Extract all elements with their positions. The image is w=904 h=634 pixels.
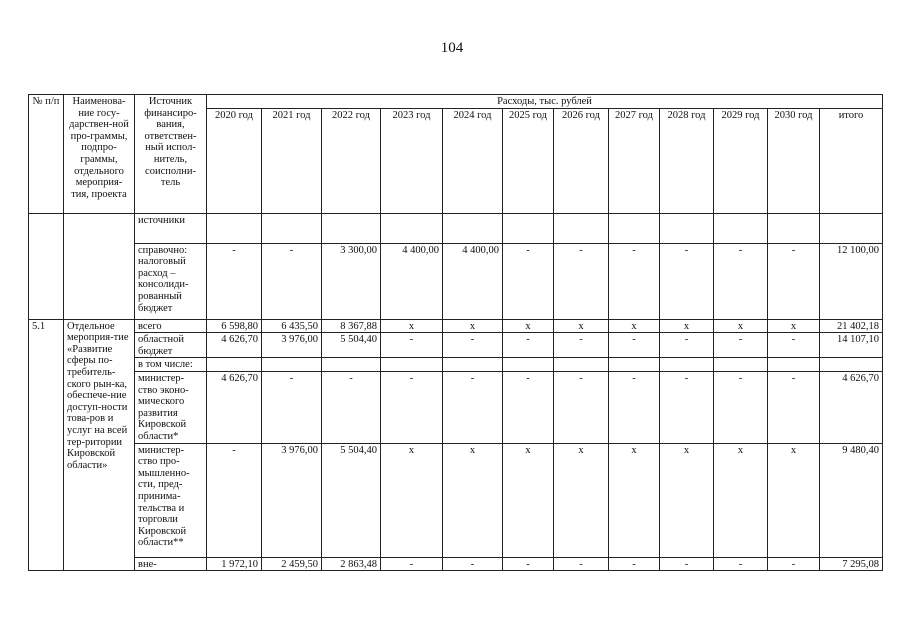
value-cell: - bbox=[554, 333, 609, 358]
value-cell: x bbox=[443, 443, 503, 557]
empty-cell bbox=[820, 358, 883, 372]
value-cell: 12 100,00 bbox=[820, 243, 883, 319]
value-cell: 8 367,88 bbox=[322, 319, 381, 333]
table-row bbox=[29, 371, 883, 443]
measure-number: 5.1 bbox=[29, 319, 64, 571]
table-row bbox=[29, 358, 883, 372]
value-cell: - bbox=[609, 371, 660, 443]
empty-cell bbox=[768, 358, 820, 372]
value-cell: - bbox=[207, 443, 262, 557]
value-cell: 4 400,00 bbox=[381, 243, 443, 319]
value-cell: - bbox=[443, 333, 503, 358]
value-cell: 1 972,10 bbox=[207, 557, 262, 571]
empty-cell bbox=[322, 358, 381, 372]
header-number: № п/п bbox=[29, 95, 64, 214]
empty-cell bbox=[714, 213, 768, 243]
value-cell: - bbox=[768, 243, 820, 319]
empty-cell bbox=[381, 213, 443, 243]
value-cell: x bbox=[554, 319, 609, 333]
value-cell: 3 976,00 bbox=[262, 333, 322, 358]
value-cell: - bbox=[262, 243, 322, 319]
source-cell: министер-ство эконо-мического развития Кировской области* bbox=[135, 371, 207, 443]
table-row bbox=[29, 319, 883, 333]
value-cell: - bbox=[609, 557, 660, 571]
empty-cell bbox=[660, 358, 714, 372]
value-cell: 5 504,40 bbox=[322, 333, 381, 358]
header-year: 2025 год bbox=[503, 108, 554, 213]
value-cell: - bbox=[660, 333, 714, 358]
header-year: 2021 год bbox=[262, 108, 322, 213]
table-row bbox=[29, 243, 883, 319]
value-cell: - bbox=[660, 243, 714, 319]
empty-cell bbox=[609, 213, 660, 243]
value-cell: - bbox=[714, 333, 768, 358]
value-cell: - bbox=[660, 371, 714, 443]
value-cell: 21 402,18 bbox=[820, 319, 883, 333]
value-cell: - bbox=[554, 557, 609, 571]
value-cell: x bbox=[609, 319, 660, 333]
empty-cell bbox=[554, 358, 609, 372]
empty-cell bbox=[322, 213, 381, 243]
value-cell: 6 598,80 bbox=[207, 319, 262, 333]
header-year: 2020 год bbox=[207, 108, 262, 213]
empty-cell bbox=[262, 213, 322, 243]
empty-cell bbox=[554, 213, 609, 243]
value-cell: - bbox=[768, 371, 820, 443]
source-cell: источники bbox=[135, 213, 207, 243]
value-cell: - bbox=[768, 333, 820, 358]
value-cell: x bbox=[503, 443, 554, 557]
value-cell: - bbox=[503, 557, 554, 571]
value-cell: 14 107,10 bbox=[820, 333, 883, 358]
value-cell: - bbox=[768, 557, 820, 571]
value-cell: - bbox=[503, 371, 554, 443]
value-cell: - bbox=[262, 371, 322, 443]
header-year: 2029 год bbox=[714, 108, 768, 213]
budget-table bbox=[28, 94, 883, 571]
value-cell: 4 626,70 bbox=[207, 333, 262, 358]
empty-cell bbox=[207, 358, 262, 372]
header-source: Источник финансиро-вания, ответствен-ный испол-нитель, соисполни-тель bbox=[135, 95, 207, 214]
table-row bbox=[29, 443, 883, 557]
source-cell: вне- bbox=[135, 557, 207, 571]
empty-cell bbox=[660, 213, 714, 243]
value-cell: - bbox=[443, 557, 503, 571]
value-cell: - bbox=[714, 371, 768, 443]
value-cell: x bbox=[660, 443, 714, 557]
header-year: итого bbox=[820, 108, 883, 213]
value-cell: - bbox=[503, 333, 554, 358]
value-cell: x bbox=[443, 319, 503, 333]
header-year: 2024 год bbox=[443, 108, 503, 213]
value-cell: - bbox=[381, 333, 443, 358]
source-cell: министер-ство про-мышленно-сти, пред-принима-тельства и торговли Кировской области** bbox=[135, 443, 207, 557]
header-year: 2023 год bbox=[381, 108, 443, 213]
value-cell: - bbox=[714, 243, 768, 319]
value-cell: x bbox=[768, 443, 820, 557]
value-cell: 2 459,50 bbox=[262, 557, 322, 571]
value-cell: x bbox=[714, 319, 768, 333]
source-cell: в том числе: bbox=[135, 358, 207, 372]
value-cell: - bbox=[714, 557, 768, 571]
value-cell: x bbox=[609, 443, 660, 557]
empty-cell bbox=[262, 358, 322, 372]
header-expenses: Расходы, тыс. рублей bbox=[207, 95, 883, 109]
value-cell: x bbox=[768, 319, 820, 333]
empty-cell bbox=[820, 213, 883, 243]
value-cell: 6 435,50 bbox=[262, 319, 322, 333]
header-year: 2026 год bbox=[554, 108, 609, 213]
value-cell: x bbox=[381, 443, 443, 557]
value-cell: - bbox=[381, 371, 443, 443]
value-cell: - bbox=[322, 371, 381, 443]
value-cell: x bbox=[503, 319, 554, 333]
value-cell: - bbox=[381, 557, 443, 571]
header-year: 2027 год bbox=[609, 108, 660, 213]
empty-cell bbox=[443, 213, 503, 243]
empty-cell bbox=[443, 358, 503, 372]
empty-cell bbox=[768, 213, 820, 243]
value-cell: 7 295,08 bbox=[820, 557, 883, 571]
value-cell: x bbox=[660, 319, 714, 333]
header-name: Наименова-ние госу-дарствен-ной про-граммы, подпро-граммы, отдельного мероприя-тия, проекта bbox=[64, 95, 135, 214]
value-cell: 3 976,00 bbox=[262, 443, 322, 557]
value-cell: 4 400,00 bbox=[443, 243, 503, 319]
value-cell: - bbox=[503, 243, 554, 319]
value-cell: x bbox=[381, 319, 443, 333]
value-cell: 2 863,48 bbox=[322, 557, 381, 571]
empty-cell bbox=[609, 358, 660, 372]
measure-name: Отдельное мероприя-тие «Развитие сферы по-требитель-ского рын-ка, обеспече-ние доступ-ности това-ров и услуг на всей тер-ритории Кировской области» bbox=[64, 319, 135, 571]
page-number: 104 bbox=[440, 40, 464, 56]
value-cell: - bbox=[554, 371, 609, 443]
source-cell: всего bbox=[135, 319, 207, 333]
value-cell: 4 626,70 bbox=[207, 371, 262, 443]
name-cell bbox=[64, 213, 135, 319]
number-cell bbox=[29, 213, 64, 319]
header-year: 2028 год bbox=[660, 108, 714, 213]
header-year: 2022 год bbox=[322, 108, 381, 213]
value-cell: x bbox=[554, 443, 609, 557]
empty-cell bbox=[714, 358, 768, 372]
table-row bbox=[29, 557, 883, 571]
value-cell: - bbox=[609, 333, 660, 358]
value-cell: - bbox=[443, 371, 503, 443]
value-cell: x bbox=[714, 443, 768, 557]
empty-cell bbox=[207, 213, 262, 243]
value-cell: - bbox=[207, 243, 262, 319]
value-cell: 3 300,00 bbox=[322, 243, 381, 319]
value-cell: 5 504,40 bbox=[322, 443, 381, 557]
empty-cell bbox=[381, 358, 443, 372]
table-row bbox=[29, 333, 883, 358]
value-cell: 9 480,40 bbox=[820, 443, 883, 557]
value-cell: 4 626,70 bbox=[820, 371, 883, 443]
empty-cell bbox=[503, 358, 554, 372]
empty-cell bbox=[503, 213, 554, 243]
value-cell: - bbox=[660, 557, 714, 571]
header-year: 2030 год bbox=[768, 108, 820, 213]
table-row bbox=[29, 213, 883, 243]
value-cell: - bbox=[609, 243, 660, 319]
value-cell: - bbox=[554, 243, 609, 319]
source-cell: областной бюджет bbox=[135, 333, 207, 358]
source-cell: справочно: налоговый расход – консолиди-рованный бюджет bbox=[135, 243, 207, 319]
